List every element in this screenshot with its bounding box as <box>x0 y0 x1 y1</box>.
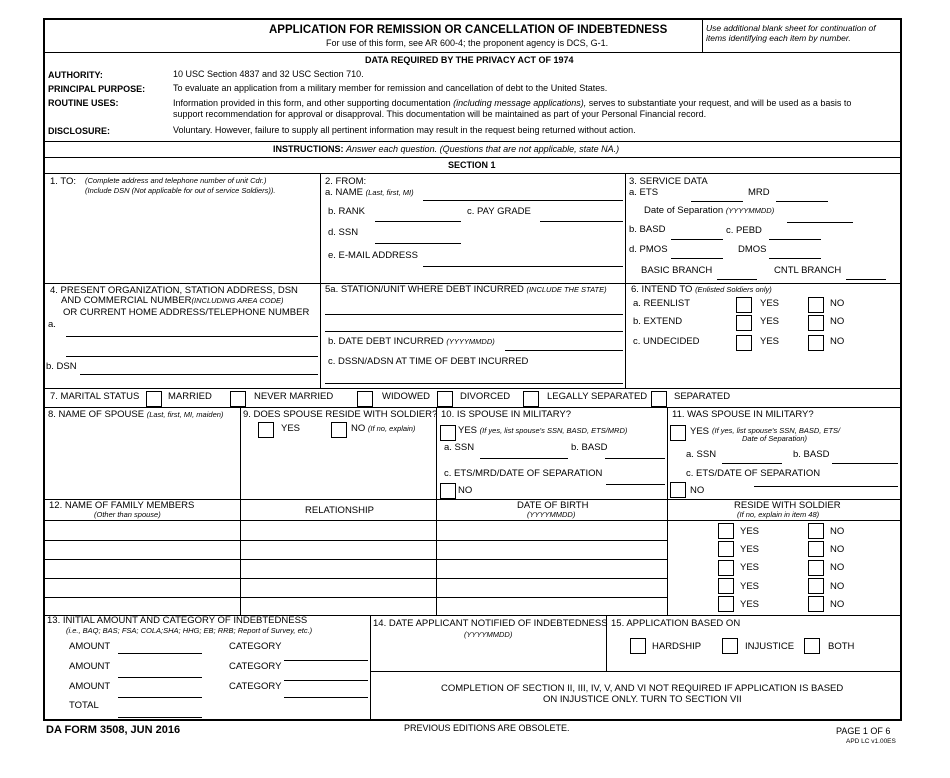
member-5-yes-checkbox[interactable] <box>718 596 734 612</box>
category-2-field[interactable] <box>284 680 368 681</box>
separated-label: SEPARATED <box>674 391 731 402</box>
mrd-field[interactable] <box>776 201 828 202</box>
dssn-label: c. DSSN/ADSN AT TIME OF DEBT INCURRED <box>328 356 529 367</box>
dob-note: (YYYYMMDD) <box>527 510 576 519</box>
reside-header: RESIDE WITH SOLDIER <box>734 500 841 511</box>
divorced-checkbox[interactable] <box>437 391 453 407</box>
member-5-no-checkbox[interactable] <box>808 596 824 612</box>
total-field[interactable] <box>118 717 202 718</box>
purpose-text: To evaluate an application from a military member for remission and cancellation of debt to the United States. <box>173 83 608 93</box>
reenlist-no-checkbox[interactable] <box>808 297 824 313</box>
address-line-1[interactable] <box>66 336 318 337</box>
separated-checkbox[interactable] <box>651 391 667 407</box>
obsolete-note: PREVIOUS EDITIONS ARE OBSOLETE. <box>404 723 570 733</box>
member-2-yes-label: YES <box>740 544 760 555</box>
item-11-note-1: (If yes, list spouse's SSN, BASD, ETS/ <box>712 426 841 435</box>
prior-spouse-ets-field[interactable] <box>754 486 898 487</box>
item-3-label: 3. SERVICE DATA <box>629 176 708 187</box>
item-11-note-2: Date of Separation) <box>742 434 808 443</box>
spouse-basd-field[interactable] <box>605 458 665 459</box>
privacy-heading: DATA REQUIRED BY THE PRIVACY ACT OF 1974 <box>365 55 574 65</box>
member-3-no-checkbox[interactable] <box>808 560 824 576</box>
member-5-yes-label: YES <box>740 599 760 610</box>
name-field[interactable] <box>423 200 623 201</box>
station-line-1[interactable] <box>325 314 623 315</box>
email-field[interactable] <box>423 266 623 267</box>
form-title: APPLICATION FOR REMISSION OR CANCELLATION OF INDEBTEDNESS <box>269 24 668 36</box>
date-of-separation-field[interactable] <box>787 222 853 223</box>
prior-spouse-ssn-label: a. SSN <box>686 449 717 460</box>
injustice-label: INJUSTICE <box>745 641 795 652</box>
amount-2-field[interactable] <box>118 677 202 678</box>
pebd-field[interactable] <box>769 239 821 240</box>
spouse-was-military-no-label: NO <box>690 485 705 496</box>
injustice-checkbox[interactable] <box>722 638 738 654</box>
category-1-label: CATEGORY <box>229 641 282 652</box>
total-label: TOTAL <box>69 700 99 711</box>
item-1-note: (Complete address and telephone number of unit Cdr.) <box>85 176 267 185</box>
date-of-separation-label: Date of Separation (YYYYMMDD) <box>644 205 775 216</box>
category-2-label: CATEGORY <box>229 661 282 672</box>
item-5a-label: 5a. STATION/UNIT WHERE DEBT INCURRED (INCLUDE THE STATE) <box>325 284 607 295</box>
reenlist-yes-checkbox[interactable] <box>736 297 752 313</box>
name-label: a. NAME (Last, first, MI) <box>325 187 414 198</box>
never-married-checkbox[interactable] <box>230 391 246 407</box>
rank-field[interactable] <box>375 221 461 222</box>
item-1-label: 1. TO: <box>50 176 77 187</box>
item-2-label: 2. FROM: <box>325 176 367 187</box>
item-9-label: 9. DOES SPOUSE RESIDE WITH SOLDIER? <box>243 409 438 420</box>
authority-text: 10 USC Section 4837 and 32 USC Section 710. <box>173 69 364 79</box>
item-4-label-3: OR CURRENT HOME ADDRESS/TELEPHONE NUMBER <box>63 307 310 318</box>
completion-note-1: COMPLETION OF SECTION II, III, IV, V, AND VI NOT REQUIRED IF APPLICATION IS BASED <box>441 683 844 694</box>
spouse-ssn-label: a. SSN <box>444 442 475 453</box>
dmos-label: DMOS <box>738 244 767 255</box>
item-15-label: 15. APPLICATION BASED ON <box>611 618 741 629</box>
reenlist-no-label: NO <box>830 298 845 309</box>
item-6-label: 6. INTEND TO (Enlisted Soldiers only) <box>631 284 772 295</box>
spouse-reside-yes-label: YES <box>281 423 301 434</box>
prior-spouse-ssn-field[interactable] <box>722 463 782 464</box>
amount-3-field[interactable] <box>118 697 202 698</box>
spouse-ets-label: c. ETS/MRD/DATE OF SEPARATION <box>444 468 603 479</box>
table-row[interactable] <box>44 578 667 579</box>
pay-grade-field[interactable] <box>540 221 623 222</box>
item-1-note-2: (Include DSN (Not applicable for out of service Soldiers)). <box>85 186 276 195</box>
routine-text-2: support recommendation for approval or disapproval. This documentation will be maintained as part of your Personal Financial record. <box>173 109 707 119</box>
instructions: INSTRUCTIONS: Answer each question. (Questions that are not applicable, state NA.) <box>273 144 620 154</box>
spouse-ssn-field[interactable] <box>480 458 568 459</box>
extend-label: b. EXTEND <box>633 316 683 327</box>
spouse-ets-field[interactable] <box>606 484 665 485</box>
routine-text-1: Information provided in this form, and other supporting documentation (including message applications), serves to substantiate your request, and will be used as a basis to <box>173 98 852 108</box>
ets-field[interactable] <box>691 201 743 202</box>
member-3-yes-checkbox[interactable] <box>718 560 734 576</box>
reenlist-yes-label: YES <box>760 298 780 309</box>
continuation-note: Use additional blank sheet for continuation of items identifying each item by number. <box>706 23 876 43</box>
disclosure-label: DISCLOSURE: <box>48 126 111 136</box>
cntl-branch-label: CNTL BRANCH <box>774 265 842 276</box>
item-8-label: 8. NAME OF SPOUSE (Last, first, MI, maiden) <box>48 409 224 420</box>
spouse-was-military-yes-checkbox[interactable] <box>670 425 686 441</box>
date-debt-label: b. DATE DEBT INCURRED (YYYYMMDD) <box>328 336 495 347</box>
email-label: e. E-MAIL ADDRESS <box>328 250 418 261</box>
divorced-label: DIVORCED <box>460 391 511 402</box>
item-11-label: 11. WAS SPOUSE IN MILITARY? <box>672 409 814 420</box>
widowed-checkbox[interactable] <box>357 391 373 407</box>
extend-yes-label: YES <box>760 316 780 327</box>
version-label: APD LC v1.00ES <box>846 738 896 745</box>
routine-label: ROUTINE USES: <box>48 98 119 108</box>
spouse-reside-no-label: NO (If no, explain) <box>351 423 416 434</box>
item-4-label: 4. PRESENT ORGANIZATION, STATION ADDRESS, DSN <box>50 285 298 296</box>
date-debt-field[interactable] <box>505 350 623 351</box>
completion-note-2: ON INJUSTICE ONLY. TURN TO SECTION VII <box>543 694 742 705</box>
mrd-label: MRD <box>748 187 770 198</box>
legally-separated-checkbox[interactable] <box>523 391 539 407</box>
table-row[interactable] <box>44 540 667 541</box>
pmos-field[interactable] <box>671 258 723 259</box>
table-row[interactable] <box>44 559 667 560</box>
purpose-label: PRINCIPAL PURPOSE: <box>48 84 146 94</box>
both-checkbox[interactable] <box>804 638 820 654</box>
member-3-no-label: NO <box>830 562 845 573</box>
section-1-heading: SECTION 1 <box>448 160 496 170</box>
spouse-military-yes-label: YES (If yes, list spouse's SSN, BASD, ETS/MRD) <box>458 425 628 436</box>
spouse-military-no-checkbox[interactable] <box>440 483 456 499</box>
station-line-2[interactable] <box>325 331 623 332</box>
spouse-military-no-label: NO <box>458 485 473 496</box>
amount-1-label: AMOUNT <box>69 641 111 652</box>
page-number: PAGE 1 OF 6 <box>836 726 891 736</box>
undecided-yes-label: YES <box>760 336 780 347</box>
ssn-field[interactable] <box>375 243 461 244</box>
ssn-label: d. SSN <box>328 227 359 238</box>
member-4-no-checkbox[interactable] <box>808 578 824 594</box>
item-14-note: (YYYYMMDD) <box>464 630 513 639</box>
extend-no-checkbox[interactable] <box>808 315 824 331</box>
category-1-field[interactable] <box>284 660 368 661</box>
member-1-no-label: NO <box>830 526 845 537</box>
authority-label: AUTHORITY: <box>48 70 103 80</box>
undecided-yes-checkbox[interactable] <box>736 335 752 351</box>
category-3-field[interactable] <box>284 697 368 698</box>
item-4-label-2: AND COMMERCIAL NUMBER(INCLUDING AREA CODE) <box>61 295 284 306</box>
spouse-was-military-no-checkbox[interactable] <box>670 482 686 498</box>
item-12-label: 12. NAME OF FAMILY MEMBERS <box>49 500 195 511</box>
undecided-no-checkbox[interactable] <box>808 335 824 351</box>
address-label: a. <box>48 319 56 330</box>
item-12-note: (Other than spouse) <box>94 510 161 519</box>
member-1-yes-checkbox[interactable] <box>718 523 734 539</box>
form-number: DA FORM 3508, JUN 2016 <box>46 724 181 736</box>
dob-header: DATE OF BIRTH <box>517 500 589 511</box>
dsn-label: b. DSN <box>46 361 77 372</box>
amount-3-label: AMOUNT <box>69 681 111 692</box>
table-row[interactable] <box>44 597 667 598</box>
reside-note: (If no, explain in item 48) <box>737 510 820 519</box>
member-4-no-label: NO <box>830 581 845 592</box>
married-checkbox[interactable] <box>146 391 162 407</box>
item-10-label: 10. IS SPOUSE IN MILITARY? <box>441 409 572 420</box>
pay-grade-label: c. PAY GRADE <box>467 206 531 217</box>
category-3-label: CATEGORY <box>229 681 282 692</box>
hardship-label: HARDSHIP <box>652 641 702 652</box>
member-3-yes-label: YES <box>740 562 760 573</box>
relationship-header: RELATIONSHIP <box>305 505 374 516</box>
item-7-label: 7. MARITAL STATUS <box>50 391 140 402</box>
undecided-label: c. UNDECIDED <box>633 336 700 347</box>
widowed-label: WIDOWED <box>382 391 431 402</box>
member-1-no-checkbox[interactable] <box>808 523 824 539</box>
spouse-reside-no-checkbox[interactable] <box>331 422 347 438</box>
extend-no-label: NO <box>830 316 845 327</box>
legally-separated-label: LEGALLY SEPARATED <box>547 391 648 402</box>
basic-branch-field[interactable] <box>717 279 757 280</box>
prior-spouse-basd-field[interactable] <box>832 463 898 464</box>
item-13-label: 13. INITIAL AMOUNT AND CATEGORY OF INDEBTEDNESS <box>47 615 308 626</box>
hardship-checkbox[interactable] <box>630 638 646 654</box>
spouse-military-yes-checkbox[interactable] <box>440 425 456 441</box>
undecided-no-label: NO <box>830 336 845 347</box>
member-1-yes-label: YES <box>740 526 760 537</box>
form-subtitle: For use of this form, see AR 600-4; the proponent agency is DCS, G-1. <box>326 38 609 48</box>
item-13-note: (i.e., BAQ; BAS; FSA; COLA;SHA; HHG; EB; RRB; Report of Survey, etc.) <box>66 626 313 635</box>
disclosure-text: Voluntary. However, failure to supply all pertinent information may result in the request being returned without action. <box>173 125 636 135</box>
amount-1-field[interactable] <box>118 653 202 654</box>
member-2-yes-checkbox[interactable] <box>718 541 734 557</box>
cntl-branch-field[interactable] <box>846 279 886 280</box>
pmos-label: d. PMOS <box>629 244 668 255</box>
basd-field[interactable] <box>671 239 723 240</box>
dssn-field[interactable] <box>325 383 623 384</box>
spouse-was-military-yes-label: YES <box>690 426 710 437</box>
rank-label: b. RANK <box>328 206 365 217</box>
amount-2-label: AMOUNT <box>69 661 111 672</box>
member-4-yes-checkbox[interactable] <box>718 578 734 594</box>
spouse-reside-yes-checkbox[interactable] <box>258 422 274 438</box>
address-line-2[interactable] <box>66 356 318 357</box>
prior-spouse-basd-label: b. BASD <box>793 449 830 460</box>
member-2-no-label: NO <box>830 544 845 555</box>
pebd-label: c. PEBD <box>726 225 762 236</box>
married-label: MARRIED <box>168 391 212 402</box>
dmos-field[interactable] <box>769 258 821 259</box>
dsn-field[interactable] <box>80 374 318 375</box>
never-married-label: NEVER MARRIED <box>254 391 334 402</box>
member-5-no-label: NO <box>830 599 845 610</box>
spouse-basd-label: b. BASD <box>571 442 608 453</box>
member-2-no-checkbox[interactable] <box>808 541 824 557</box>
basic-branch-label: BASIC BRANCH <box>641 265 713 276</box>
basd-label: b. BASD <box>629 224 666 235</box>
member-4-yes-label: YES <box>740 581 760 592</box>
ets-label: a. ETS <box>629 187 659 198</box>
extend-yes-checkbox[interactable] <box>736 315 752 331</box>
reenlist-label: a. REENLIST <box>633 298 691 309</box>
both-label: BOTH <box>828 641 855 652</box>
item-14-label: 14. DATE APPLICANT NOTIFIED OF INDEBTEDNESS <box>373 618 608 629</box>
prior-spouse-ets-label: c. ETS/DATE OF SEPARATION <box>686 468 821 479</box>
